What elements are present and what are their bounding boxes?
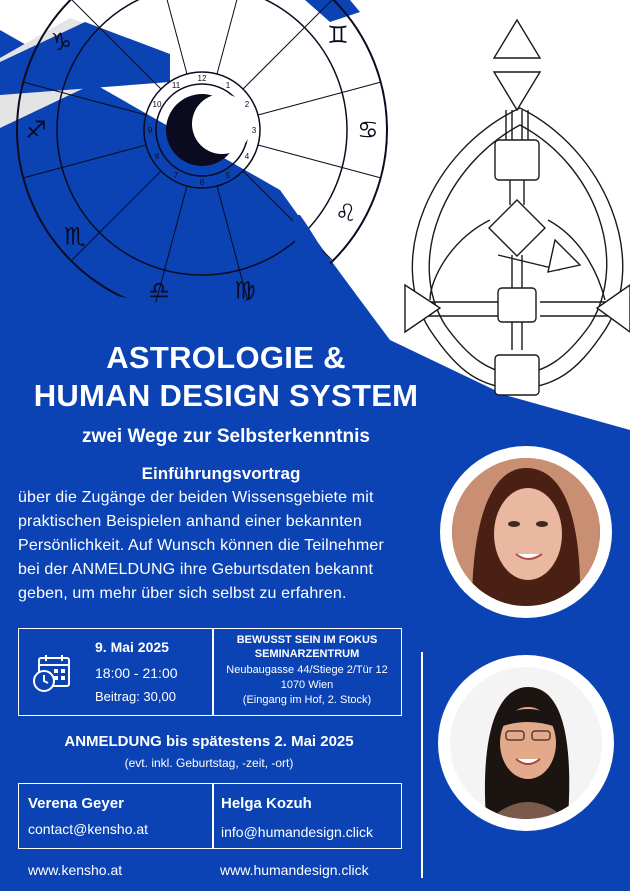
zodiac-sign-glyph: ♎ [148,276,170,305]
zodiac-sign-glyph: ♌ [335,199,357,227]
clock-hour-label: 7 [173,171,179,181]
zodiac-sign-glyph: ♏ [64,222,86,251]
event-date-box [18,628,214,716]
event-date: 9. Mai 2025 [95,639,169,655]
contact-name: Helga Kozuh [221,795,312,812]
clock-hour-label: 5 [225,171,231,181]
contact-box-helga [212,783,402,849]
event-time: 18:00 - 21:00 [95,665,178,681]
portrait-verena [452,458,600,606]
zodiac-spoke [99,171,161,233]
intro-line: praktischen Beispielen anhand einer bekannten [18,513,362,530]
subtitle: zwei Wege zur Selbsterkenntnis [82,426,370,447]
portrait-helga [450,667,602,819]
clock-hour-label: 9 [147,126,153,135]
moon-crescent-cut [192,94,252,154]
clock-hour-label: 4 [244,152,250,161]
event-venue-box [212,628,402,716]
blue-diagonal-band [0,215,366,340]
website-link[interactable]: www.humandesign.click [220,862,369,878]
clock-hour-label: 3 [251,126,257,135]
calendar-clock-icon [33,653,73,693]
venue-name-2: SEMINARZENTRUM [254,648,360,660]
contact-box-verena [18,783,214,849]
intro-line: geben, um mehr über sich selbst zu erfahren. [18,585,347,602]
clock-hour-label: 6 [199,178,205,187]
intro-text [18,486,428,606]
event-fee: Beitrag: 30,00 [95,689,176,704]
clock-hour-label: 10 [152,100,162,109]
clock-hour-label: 11 [171,80,181,90]
venue-address: Neubaugasse 44/Stiege 2/Tür 12 [226,664,388,676]
intro-line: bei der ANMELDUNG ihre Geburtsdaten bekannt [18,561,374,578]
contact-email[interactable]: info@humandesign.click [221,824,373,840]
venue-name-1: BEWUSST SEIN IM FOKUS [236,634,378,646]
registration-note: (evt. inkl. Geburtstag, -zeit, -ort) [124,756,294,770]
zodiac-spoke-outer [23,168,62,178]
intro-line: Persönlichkeit. Auf Wunsch können die Teilnehmer [18,537,384,554]
zodiac-sign-glyph: ♐ [25,116,47,144]
portrait-verena-image [452,458,600,606]
contact-email[interactable]: contact@kensho.at [28,821,149,837]
zodiac-sign-glyph: ♑ [50,28,72,57]
zodiac-sign-glyph: ♊ [327,20,349,49]
portrait-helga-image [450,667,602,819]
contact-name: Verena Geyer [28,795,124,812]
divider-line [421,652,423,878]
venue-city: 1070 Wien [280,679,334,691]
clock-hour-label: 12 [197,74,207,83]
clock-hour-label: 2 [244,100,250,109]
title-line-1: ASTROLOGIE & [106,340,346,375]
clock-hour-label: 1 [225,80,231,90]
zodiac-spoke [164,186,187,270]
venue-entrance: (Eingang im Hof, 2. Stock) [242,694,372,706]
title-line-2: HUMAN DESIGN SYSTEM [33,378,419,413]
zodiac-sign-glyph: ♋ [357,116,379,144]
registration-heading: ANMELDUNG bis spätestens 2. Mai 2025 [64,733,354,750]
intro-heading: Einführungsvortrag [141,464,301,483]
zodiac-spoke [62,145,146,168]
intro-line: über die Zugänge der beiden Wissensgebiete mit [18,489,374,506]
website-link[interactable]: www.kensho.at [28,862,123,878]
zodiac-sign-glyph: ♍ [234,276,256,305]
clock-hour-label: 8 [154,152,160,161]
zodiac-spoke [217,186,240,270]
